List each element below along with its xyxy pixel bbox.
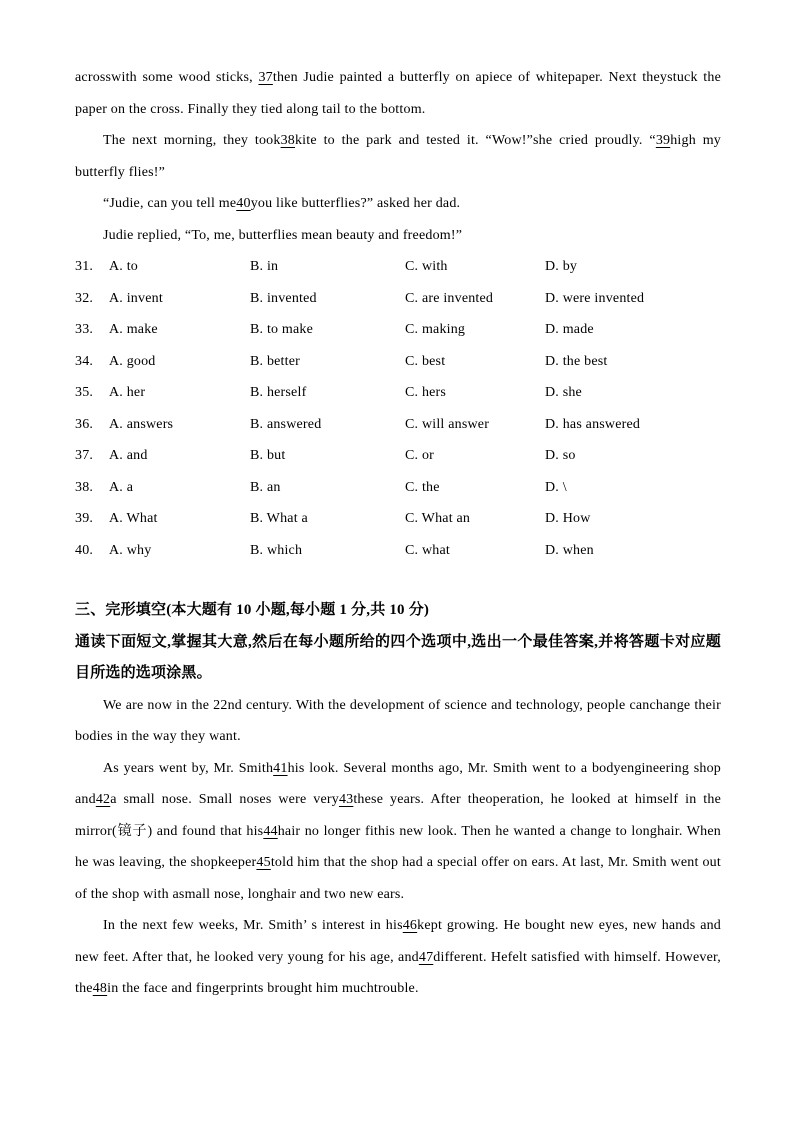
choice-d: D. made	[545, 322, 594, 337]
choice-d: D. How	[545, 511, 591, 526]
text-segment: “Judie, can you tell me	[103, 196, 237, 211]
choice-b: B. What a	[250, 511, 308, 526]
text-segment: these years. After theoperation, he looked at himself in the mirror(镜子) and found that his	[75, 792, 721, 839]
question-number: 39.	[75, 511, 94, 526]
question-number: 31.	[75, 259, 94, 274]
text-segment: different. Hefelt satisfied with himself. However, the	[75, 949, 721, 996]
passage-top-paragraph-4	[75, 220, 721, 252]
question-row-39	[75, 503, 721, 535]
choice-a: A. her	[109, 385, 146, 400]
choice-c: C. with	[405, 259, 448, 274]
text-segment: As years went by, Mr. Smith	[103, 760, 274, 776]
section-instructions: 通读下面短文,掌握其大意,然后在每小题所给的四个选项中,选出一个最佳答案,并将答题卡对应题目所选的选项涂黑。	[75, 633, 721, 681]
text-segment: his look. Several months ago, Mr. Smith went to a bodyengineering shop and	[75, 760, 721, 807]
text-segment: hair no longer fithis new look. Then he wanted a change to longhair. When he was leaving, the shopkeeper	[75, 823, 721, 870]
choice-c: C. will answer	[405, 416, 490, 432]
choice-a: A. why	[109, 542, 152, 558]
question-row-34	[75, 346, 721, 378]
choice-b: B. but	[250, 448, 286, 463]
passage-top-paragraph-3	[75, 188, 721, 220]
blank-number: 42	[95, 792, 111, 807]
text-segment: told him that the shop had a special offer on ears. At last, Mr. Smith went out of the shop with asmall nose, longhair and two new ears.	[75, 855, 721, 902]
question-number: 32.	[75, 290, 94, 306]
text-segment: a small nose. Small noses were very	[110, 792, 339, 807]
question-row-36	[75, 409, 721, 441]
text-segment: The next morning, they took	[103, 133, 281, 148]
passage-cloze-paragraph-2	[75, 753, 721, 911]
question-number: 34.	[75, 353, 94, 369]
question-number: 37.	[75, 448, 94, 463]
question-row-38	[75, 472, 721, 504]
passage-top-paragraph-2	[75, 125, 721, 188]
choice-a: A. make	[109, 322, 158, 337]
blank-number: 47	[418, 949, 434, 965]
question-row-40	[75, 535, 721, 567]
passage-top	[75, 62, 721, 251]
question-number: 36.	[75, 416, 94, 432]
choice-c: C. are invented	[405, 290, 494, 306]
choice-b: B. invented	[250, 290, 317, 306]
text-segment: you like butterflies?” asked her dad.	[250, 196, 461, 211]
choice-d: D. were invented	[545, 290, 645, 306]
question-row-35	[75, 377, 721, 409]
text-segment: high my butterfly flies!”	[75, 133, 721, 180]
text-segment: Judie replied, “To, me, butterflies mean beauty and freedom!”	[103, 227, 463, 243]
text-segment: in the face and fingerprints brought him muchtrouble.	[107, 981, 419, 996]
question-number: 33.	[75, 322, 94, 337]
choice-b: B. which	[250, 542, 303, 558]
blank-number: 39	[655, 133, 671, 148]
choice-c: C. making	[405, 322, 466, 337]
question-row-32	[75, 283, 721, 315]
question-number: 38.	[75, 479, 94, 495]
passage-cloze-paragraph-3	[75, 910, 721, 1005]
text-segment: kept growing. He bought new eyes, new hands and new feet. After that, he looked very young for his age, and	[75, 918, 722, 965]
question-number: 35.	[75, 385, 94, 400]
choice-d: D. by	[545, 259, 578, 274]
text-segment: In the next few weeks, Mr. Smith’ s interest in his	[103, 918, 403, 933]
page-content	[75, 62, 721, 1005]
choice-a: A. What	[109, 511, 158, 526]
choice-a: A. to	[109, 259, 138, 274]
choice-d: D. has answered	[545, 416, 641, 432]
question-options-list	[75, 251, 721, 566]
blank-number: 45	[256, 855, 271, 870]
section-heading: 三、完形填空(本大题有 10 小题,每小题 1 分,共 10 分)	[75, 602, 430, 618]
passage-top-paragraph-1	[75, 62, 721, 125]
text-segment: then Judie painted a butterfly on apiece of whitepaper. Next theystuck the paper on the cross. Finally they tied along tail to the bottom.	[75, 70, 721, 117]
text-segment: kite to the park and tested it. “Wow!”she cried proudly. “	[294, 133, 656, 148]
choice-d: D. she	[545, 385, 582, 400]
choice-c: C. What an	[405, 511, 471, 526]
blank-number: 41	[273, 760, 288, 776]
choice-d: D. the best	[545, 353, 608, 369]
choice-b: B. herself	[250, 385, 307, 400]
text-segment: We are now in the 22nd century. With the development of science and technology, people canchange their bodies in the way they want.	[75, 697, 721, 744]
passage-cloze	[75, 690, 721, 1005]
passage-cloze-paragraph-1	[75, 690, 721, 753]
blank-number: 37	[258, 70, 273, 85]
text-segment: acrosswith some wood sticks,	[75, 70, 259, 85]
choice-c: C. or	[405, 448, 434, 463]
choice-a: A. and	[109, 448, 148, 463]
blank-number: 38	[280, 133, 295, 148]
blank-number: 48	[92, 981, 108, 996]
choice-d: D. when	[545, 542, 594, 558]
choice-d: D. so	[545, 448, 576, 463]
choice-a: A. answers	[109, 416, 174, 432]
question-row-33	[75, 314, 721, 346]
choice-a: A. good	[109, 353, 156, 369]
blank-number: 40	[236, 196, 251, 211]
blank-number: 43	[338, 792, 354, 807]
choice-d: D. \	[545, 479, 567, 495]
question-number: 40.	[75, 542, 94, 558]
question-row-31	[75, 251, 721, 283]
choice-c: C. what	[405, 542, 450, 558]
choice-c: C. the	[405, 479, 440, 495]
choice-c: C. hers	[405, 385, 447, 400]
choice-a: A. invent	[109, 290, 163, 306]
choice-c: C. best	[405, 353, 446, 369]
choice-a: A. a	[109, 479, 134, 495]
choice-b: B. to make	[250, 322, 314, 337]
choice-b: B. answered	[250, 416, 322, 432]
blank-number: 44	[263, 823, 278, 839]
question-row-37	[75, 440, 721, 472]
choice-b: B. in	[250, 259, 279, 274]
choice-b: B. better	[250, 353, 301, 369]
choice-b: B. an	[250, 479, 281, 495]
blank-number: 46	[402, 918, 418, 933]
